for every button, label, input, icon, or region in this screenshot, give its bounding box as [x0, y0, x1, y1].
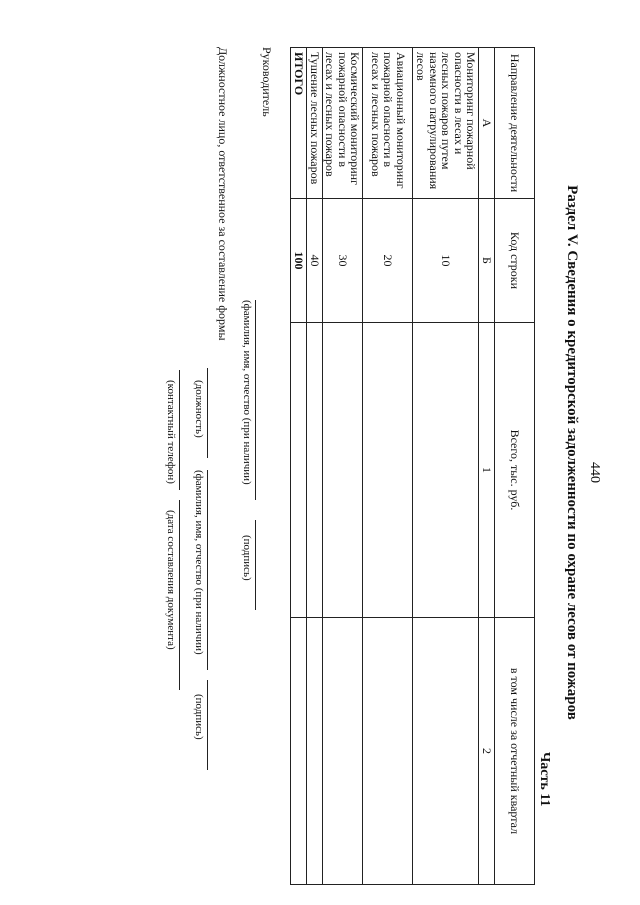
part-label: Часть 11: [537, 752, 552, 807]
row-name: Авиационный мониторинг пожарной опасности в лесах и лесных пожаров: [363, 48, 413, 199]
head-label: Руководитель: [260, 47, 274, 117]
head-sign-line: [255, 520, 256, 610]
head-name-caption: (фамилия, имя, отчество (при наличии): [241, 300, 253, 485]
head-sign-caption: (подпись): [241, 535, 253, 581]
phone-caption: (контактный телефон): [165, 380, 177, 484]
header-code: Код строки: [495, 199, 535, 323]
creditor-debt-table: [291, 47, 535, 884]
table-row: [413, 48, 479, 885]
table-total-row: [291, 48, 307, 885]
row-code: 30: [322, 199, 363, 323]
index-cell: 2: [479, 618, 495, 885]
index-cell: А: [479, 48, 495, 199]
table-row: [322, 48, 363, 885]
responsible-sign-line: [207, 680, 208, 770]
index-cell: 1: [479, 323, 495, 618]
table-header-row: [495, 48, 535, 885]
row-name: Тушение лесных пожаров: [307, 48, 323, 199]
row-code: 20: [363, 199, 413, 323]
row-quarter: [413, 618, 479, 885]
row-name: Космический мониторинг пожарной опасности в лесах и лесных пожаров: [322, 48, 363, 199]
header-direction: Направление деятельности: [495, 48, 535, 199]
row-quarter: [363, 618, 413, 885]
date-line: [179, 500, 180, 690]
responsible-sign-caption: (подпись): [193, 694, 205, 740]
row-quarter: [322, 618, 363, 885]
row-total: [413, 323, 479, 618]
index-cell: Б: [479, 199, 495, 323]
row-total: [307, 323, 323, 618]
header-total: Всего, тыс. руб.: [495, 323, 535, 618]
responsible-name-line: [207, 470, 208, 670]
total-label: ИТОГО: [291, 48, 307, 199]
position-caption: (должность): [193, 380, 205, 438]
date-caption: (дата составления документа): [165, 510, 177, 650]
total-value: [291, 323, 307, 618]
total-code: 100: [291, 199, 307, 323]
page-number: 440: [587, 462, 602, 483]
row-total: [363, 323, 413, 618]
total-quarter: [291, 618, 307, 885]
row-total: [322, 323, 363, 618]
row-code: 10: [413, 199, 479, 323]
section-title: Раздел V. Сведения о кредиторской задолженности по охране лесов от пожаров: [564, 185, 580, 720]
header-quarter: в том числе за отчетный квартал: [495, 618, 535, 885]
position-line: [207, 368, 208, 458]
responsible-label: Должностное лицо, ответственное за составление формы: [216, 47, 230, 341]
table-index-row: [479, 48, 495, 885]
row-quarter: [307, 618, 323, 885]
responsible-name-caption: (фамилия, имя, отчество (при наличии): [193, 470, 205, 655]
row-code: 40: [307, 199, 323, 323]
table-row: [307, 48, 323, 885]
phone-line: [179, 370, 180, 490]
table-row: [363, 48, 413, 885]
row-name: Мониторинг пожарной опасности в лесах и лесных пожаров путем наземного патрулирования лесов: [413, 48, 479, 199]
head-name-line: [255, 300, 256, 500]
